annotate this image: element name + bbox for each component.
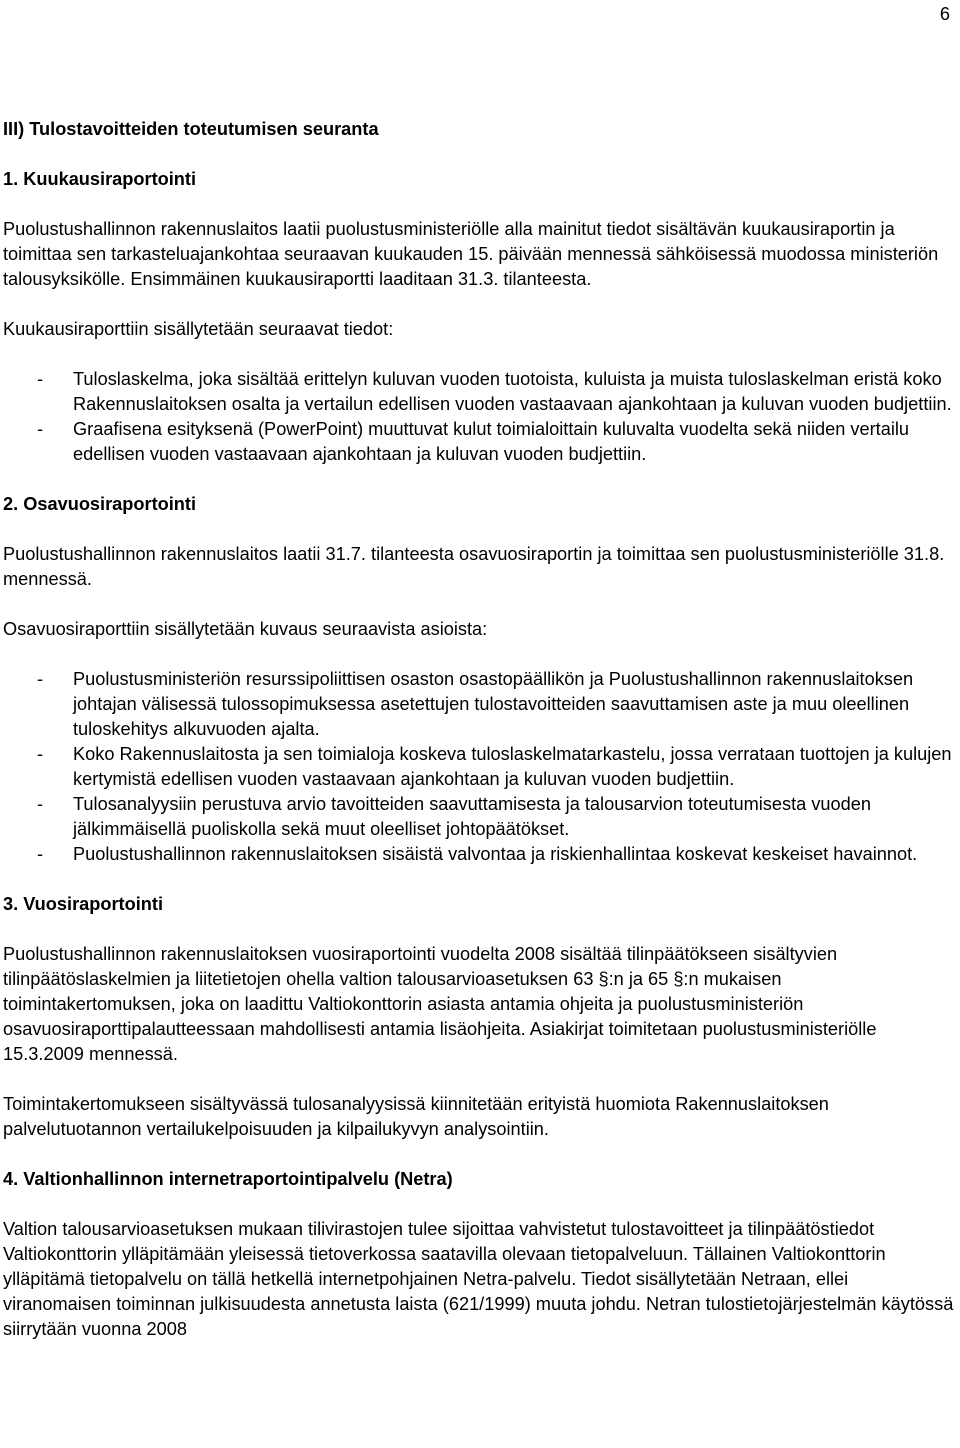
list-item-text: Tuloslaskelma, joka sisältää erittelyn kuluvan vuoden tuotoista, kuluista ja muista tuloslaskelman eristä koko Rakennuslaitoksen osalta ja vertailun edellisen vuoden vastaavaan ajankohtaan ja kuluvan vuoden budjettiin. (73, 369, 952, 414)
list-dash: - (37, 744, 44, 764)
list-dash: - (37, 844, 44, 864)
list-dash: - (37, 669, 44, 689)
list-dash: - (37, 369, 44, 389)
list-item-text: Puolustushallinnon rakennuslaitoksen sisäistä valvontaa ja riskienhallintaa koskevat keskeiset havainnot. (73, 844, 918, 864)
list-dash: - (37, 794, 44, 814)
section-1-list (3, 367, 958, 467)
list-item (3, 667, 958, 742)
main-heading: III) Tulostavoitteiden toteutumisen seuranta (3, 119, 379, 139)
section-1-heading: 1. Kuukausiraportointi (3, 169, 197, 189)
section-3-paragraph-1: Puolustushallinnon rakennuslaitoksen vuosiraportointi vuodelta 2008 sisältää tilinpäätökseen sisältyvien tilinpäätöslaskelmien ja liitetietojen ohella valtion talousarvioasetuksen 63 §:n ja 65 §:n mukaisen toimintakertomuksen, joka on laadittu Valtiokonttorin asiasta antamia ohjeita ja puolustusministeriön osavuosiraporttipalautteessaan mahdollisesti antamia lisäohjeita. Asiakirjat toimitetaan puolustusministeriölle 15.3.2009 mennessä. (3, 944, 877, 1064)
section-1-paragraph-2: Kuukausiraporttiin sisällytetään seuraavat tiedot: (3, 319, 394, 339)
section-2-paragraph-2: Osavuosiraporttiin sisällytetään kuvaus seuraavista asioista: (3, 619, 488, 639)
list-item (3, 792, 958, 842)
section-4-paragraph-1: Valtion talousarvioasetuksen mukaan tilivirastojen tulee sijoittaa vahvistetut tulostavoitteet ja tilinpäätöstiedot Valtiokonttorin ylläpitämään yleisessä tietoverkossa saatavilla olevaan tietopalveluun. Tällainen Valtiokonttorin ylläpitämä tietopalvelu on tällä hetkellä internetpohjainen Netra-palvelu. Tiedot sisällytetään Netraan, ellei viranomaisen toiminnan julkisuudesta annetusta laista (621/1999) muuta johdu. Netran tulostietojärjestelmän käytössä siirrytään vuonna 2008 (3, 1219, 954, 1339)
list-item-text: Graafisena esityksenä (PowerPoint) muuttuvat kulut toimialoittain kuluvalta vuodelta sekä niiden vertailu edellisen vuoden vastaavaan ajankohtaan ja kuluvan vuoden budjettiin. (73, 419, 910, 464)
section-3-paragraph-2: Toimintakertomukseen sisältyvässä tulosanalyysissä kiinnitetään erityistä huomiota Rakennuslaitoksen palvelutuotannon vertailukelpoisuuden ja kilpailukyvyn analysointiin. (3, 1094, 829, 1139)
list-item (3, 742, 958, 792)
list-item (3, 842, 958, 867)
section-2-paragraph-1: Puolustushallinnon rakennuslaitos laatii 31.7. tilanteesta osavuosiraportin ja toimittaa sen puolustusministeriölle 31.8. mennessä. (3, 544, 945, 589)
list-item (3, 367, 958, 417)
section-2-heading: 2. Osavuosiraportointi (3, 494, 197, 514)
section-4-heading: 4. Valtionhallinnon internetraportointipalvelu (Netra) (3, 1169, 453, 1189)
document-body (3, 117, 958, 1342)
section-3-heading: 3. Vuosiraportointi (3, 894, 163, 914)
list-item (3, 417, 958, 467)
list-item-text: Koko Rakennuslaitosta ja sen toimialoja koskeva tuloslaskelmatarkastelu, jossa verrataan tuottojen ja kulujen kertymistä edellisen vuoden vastaavaan ajankohtaan ja kuluvan vuoden budjettiin. (73, 744, 952, 789)
list-dash: - (37, 419, 44, 439)
list-item-text: Puolustusministeriön resurssipoliittisen osaston osastopäällikön ja Puolustushallinnon rakennuslaitoksen johtajan välisessä tulossopimuksessa asetettujen tulostavoitteiden saavuttamisen aste ja muu oleellinen tuloskehitys alkuvuoden ajalta. (73, 669, 914, 739)
section-2-list (3, 667, 958, 867)
list-item-text: Tulosanalyysiin perustuva arvio tavoitteiden saavuttamisesta ja talousarvion toteutumisesta vuoden jälkimmäisellä puoliskolla sekä muut oleelliset johtopäätökset. (73, 794, 871, 839)
section-1-paragraph-1: Puolustushallinnon rakennuslaitos laatii puolustusministeriölle alla mainitut tiedot sisältävän kuukausiraportin ja toimittaa sen tarkasteluajankohtaa seuraavan kuukauden 15. päivään mennessä sähköisessä muodossa ministeriön talousyksikölle. Ensimmäinen kuukausiraportti laaditaan 31.3. tilanteesta. (3, 219, 939, 289)
page-number: 6 (939, 4, 950, 24)
